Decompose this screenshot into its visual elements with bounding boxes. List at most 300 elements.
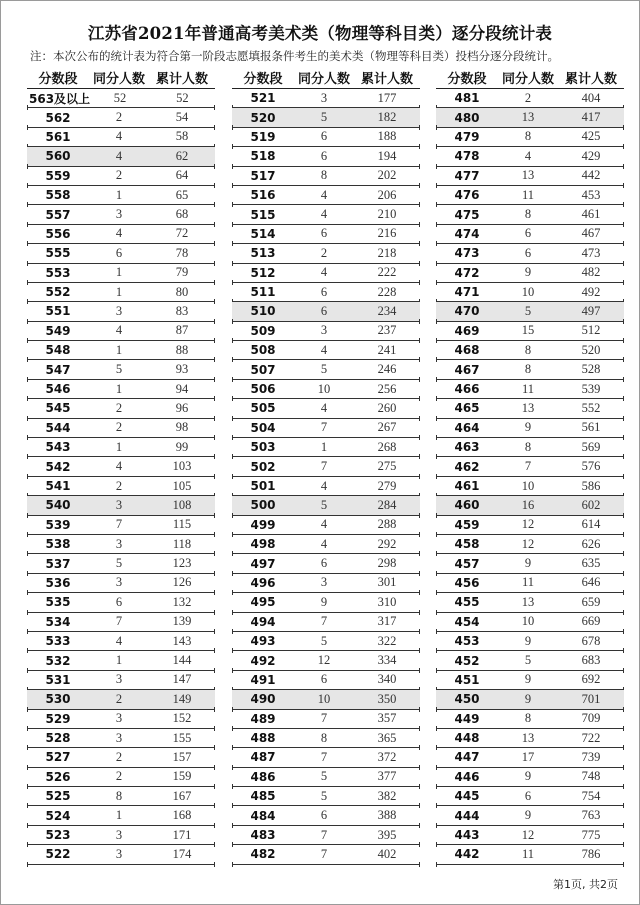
table-row	[232, 438, 420, 457]
score-cell: 534	[45, 614, 71, 629]
cumulative-cell: 528	[581, 362, 601, 377]
count-cell: 3	[115, 207, 123, 222]
cumulative-cell: 194	[377, 148, 397, 163]
score-cell: 457	[454, 556, 480, 571]
table-row	[436, 593, 624, 612]
score-cell: 526	[45, 769, 71, 784]
score-cell: 528	[45, 731, 71, 746]
count-cell: 6	[320, 556, 328, 571]
table-row	[27, 671, 215, 690]
table-row	[436, 244, 624, 263]
table-row	[27, 457, 215, 476]
page-title: 江苏省2021年普通高考美术类（物理等科目类）逐分段统计表	[87, 24, 553, 43]
table-row	[232, 710, 420, 729]
score-cell: 508	[250, 343, 276, 358]
table-row	[232, 613, 420, 632]
cumulative-cell: 115	[172, 517, 192, 532]
score-cell: 552	[45, 285, 71, 300]
cumulative-cell: 301	[377, 575, 397, 590]
count-cell: 16	[521, 497, 535, 512]
table-row	[436, 516, 624, 535]
table-row	[436, 574, 624, 593]
cumulative-cell: 512	[581, 323, 601, 338]
score-cell: 446	[454, 769, 480, 784]
cumulative-cell: 482	[581, 265, 601, 280]
table-row	[232, 457, 420, 476]
count-cell: 1	[115, 265, 123, 280]
table-row	[27, 826, 215, 845]
count-cell: 10	[521, 284, 535, 299]
count-cell: 7	[115, 614, 123, 629]
cumulative-cell: 108	[172, 497, 192, 512]
table-row	[27, 108, 215, 127]
table-row	[27, 89, 215, 108]
score-cell: 488	[250, 731, 276, 746]
table-row	[232, 496, 420, 515]
score-cell: 556	[45, 226, 71, 241]
cumulative-cell: 602	[581, 497, 601, 512]
table-row	[27, 419, 215, 438]
count-cell: 3	[115, 730, 123, 745]
table-row	[436, 360, 624, 379]
cumulative-cell: 569	[581, 439, 601, 454]
count-cell: 11	[521, 575, 535, 590]
count-cell: 2	[115, 478, 123, 493]
count-cell: 1	[115, 381, 123, 396]
table-row	[436, 729, 624, 748]
count-cell: 7	[320, 749, 328, 764]
score-cell: 489	[250, 711, 276, 726]
count-cell: 5	[320, 769, 328, 784]
score-cell: 513	[250, 246, 276, 261]
score-cell: 471	[454, 285, 480, 300]
cumulative-cell: 461	[581, 207, 601, 222]
table-row	[436, 264, 624, 283]
table-row	[232, 108, 420, 127]
score-cell: 479	[454, 129, 480, 144]
score-cell: 500	[250, 498, 276, 513]
score-cell: 562	[45, 110, 71, 125]
score-cell: 444	[454, 808, 480, 823]
score-cell: 449	[454, 711, 480, 726]
cumulative-cell: 267	[377, 420, 397, 435]
count-cell: 2	[115, 769, 123, 784]
table-row	[436, 690, 624, 709]
count-cell: 8	[524, 129, 532, 144]
cumulative-cell: 614	[581, 517, 601, 532]
count-cell: 6	[524, 788, 532, 803]
count-cell: 13	[521, 168, 535, 183]
count-cell: 2	[115, 110, 123, 125]
cumulative-cell: 241	[377, 342, 397, 357]
score-cell: 486	[250, 769, 276, 784]
cumulative-cell: 417	[581, 110, 601, 125]
note-text: 注：本次公布的统计表为符合第一阶段志愿填报条件考生的美术类（物理等科目类）投档分逐分段统计。	[30, 49, 559, 63]
table-row	[436, 108, 624, 127]
cumulative-cell: 78	[175, 245, 189, 260]
cumulative-cell: 237	[377, 323, 397, 338]
count-cell: 52	[113, 90, 127, 105]
table-row	[27, 360, 215, 379]
cumulative-cell: 722	[581, 730, 601, 745]
cumulative-cell: 216	[377, 226, 397, 241]
table-row	[232, 748, 420, 767]
count-cell: 8	[524, 207, 532, 222]
table-row	[232, 360, 420, 379]
cumulative-cell: 763	[581, 808, 601, 823]
table-row	[232, 845, 420, 864]
table-row	[232, 671, 420, 690]
count-cell: 7	[320, 614, 328, 629]
table-row	[436, 457, 624, 476]
score-cell: 539	[45, 517, 71, 532]
score-cell: 452	[454, 653, 480, 668]
count-cell: 5	[320, 633, 328, 648]
table-header	[232, 67, 420, 89]
score-cell: 458	[454, 537, 480, 552]
score-cell: 518	[250, 149, 276, 164]
cumulative-cell: 340	[377, 672, 397, 687]
cumulative-cell: 94	[175, 381, 189, 396]
score-cell: 517	[250, 168, 276, 183]
count-cell: 4	[320, 517, 328, 532]
score-cell: 485	[250, 789, 276, 804]
score-cell: 509	[250, 323, 276, 338]
score-cell: 475	[454, 207, 480, 222]
cumulative-cell: 388	[377, 808, 397, 823]
score-cell: 466	[454, 382, 480, 397]
count-cell: 5	[320, 110, 328, 125]
cumulative-cell: 174	[172, 846, 192, 861]
score-cell: 503	[250, 440, 276, 455]
count-cell: 12	[521, 517, 535, 532]
count-cell: 1	[115, 284, 123, 299]
count-cell: 1	[320, 439, 328, 454]
table-row	[436, 380, 624, 399]
table-row	[436, 671, 624, 690]
table-row	[232, 516, 420, 535]
table-row	[232, 826, 420, 845]
count-cell: 13	[521, 594, 535, 609]
score-cell: 496	[250, 575, 276, 590]
score-cell: 495	[250, 595, 276, 610]
cumulative-cell: 256	[377, 381, 397, 396]
header-cumulative: 累计人数	[360, 72, 413, 87]
table-row	[436, 651, 624, 670]
count-cell: 7	[320, 827, 328, 842]
count-cell: 7	[320, 711, 328, 726]
cumulative-cell: 167	[172, 788, 192, 803]
cumulative-cell: 497	[581, 303, 601, 318]
count-cell: 6	[320, 148, 328, 163]
cumulative-cell: 246	[377, 362, 397, 377]
score-cell: 476	[454, 188, 480, 203]
score-cell: 461	[454, 479, 480, 493]
count-cell: 4	[115, 226, 123, 241]
table-row	[232, 147, 420, 166]
score-cell: 532	[45, 653, 71, 668]
score-cell: 445	[454, 789, 480, 804]
score-cell: 456	[454, 575, 480, 590]
score-cell: 551	[45, 304, 71, 319]
count-cell: 9	[524, 769, 532, 784]
score-cell: 525	[45, 789, 71, 804]
count-cell: 9	[524, 556, 532, 571]
table-row	[232, 419, 420, 438]
table-row	[27, 554, 215, 573]
cumulative-cell: 72	[175, 226, 189, 241]
cumulative-cell: 126	[172, 575, 192, 590]
score-cell: 493	[250, 634, 276, 649]
table-row	[436, 496, 624, 515]
score-cell: 543	[45, 440, 71, 455]
cumulative-cell: 646	[581, 575, 601, 590]
count-cell: 9	[524, 691, 532, 706]
cumulative-cell: 739	[581, 749, 601, 764]
header-count: 同分人数	[501, 72, 554, 87]
score-cell: 474	[454, 226, 480, 241]
cumulative-cell: 669	[581, 614, 601, 629]
cumulative-cell: 539	[581, 381, 601, 396]
score-cell: 472	[454, 265, 480, 280]
count-cell: 15	[521, 323, 535, 338]
count-cell: 9	[524, 265, 532, 280]
count-cell: 17	[521, 749, 535, 764]
table-row	[27, 244, 215, 263]
table-row	[232, 729, 420, 748]
score-cell: 467	[454, 362, 480, 377]
count-cell: 11	[521, 846, 535, 861]
cumulative-cell: 222	[377, 265, 397, 280]
cumulative-cell: 87	[175, 323, 189, 338]
table-row	[436, 554, 624, 573]
count-cell: 7	[320, 846, 328, 861]
cumulative-cell: 626	[581, 536, 601, 551]
count-cell: 2	[115, 749, 123, 764]
cumulative-cell: 372	[377, 749, 397, 764]
cumulative-cell: 279	[377, 478, 397, 493]
count-cell: 3	[320, 323, 328, 338]
table-row	[27, 322, 215, 341]
score-cell: 481	[454, 91, 480, 106]
count-cell: 3	[115, 672, 123, 687]
cumulative-cell: 442	[581, 168, 601, 183]
cumulative-cell: 88	[175, 342, 189, 357]
score-cell: 553	[45, 265, 71, 280]
count-cell: 4	[115, 323, 123, 338]
score-cell: 447	[454, 750, 480, 765]
table-row	[436, 806, 624, 825]
score-cell: 490	[250, 692, 276, 707]
cumulative-cell: 79	[175, 265, 189, 280]
score-cell: 504	[250, 420, 276, 435]
count-cell: 3	[115, 497, 123, 512]
table-row	[436, 535, 624, 554]
score-cell: 494	[250, 614, 276, 629]
table-row	[436, 768, 624, 787]
cumulative-cell: 317	[377, 614, 397, 629]
header-cumulative: 累计人数	[155, 72, 208, 87]
score-cell: 477	[454, 168, 480, 183]
table-row	[232, 535, 420, 554]
cumulative-cell: 576	[581, 459, 601, 474]
score-cell: 484	[250, 808, 276, 823]
score-cell: 460	[454, 498, 480, 513]
count-cell: 6	[320, 808, 328, 823]
score-cell: 542	[45, 459, 71, 474]
table-body	[232, 89, 420, 865]
score-cell: 502	[250, 459, 276, 474]
cumulative-cell: 268	[377, 439, 397, 454]
table-row	[436, 419, 624, 438]
score-cell: 462	[454, 459, 480, 474]
table-row	[436, 399, 624, 418]
score-cell: 510	[250, 304, 276, 319]
cumulative-cell: 123	[172, 556, 192, 571]
cumulative-cell: 228	[377, 284, 397, 299]
cumulative-cell: 152	[172, 711, 192, 726]
count-cell: 8	[524, 362, 532, 377]
score-cell: 549	[45, 323, 71, 338]
cumulative-cell: 659	[581, 594, 601, 609]
cumulative-cell: 786	[581, 846, 601, 861]
table-row	[232, 128, 420, 147]
table-row	[436, 302, 624, 321]
count-cell: 9	[524, 808, 532, 823]
cumulative-cell: 188	[377, 129, 397, 144]
table-header	[27, 67, 215, 89]
table-row	[232, 341, 420, 360]
count-cell: 2	[115, 168, 123, 183]
table-row	[436, 438, 624, 457]
count-cell: 3	[115, 303, 123, 318]
table-row	[436, 283, 624, 302]
count-cell: 10	[521, 614, 535, 629]
count-cell: 1	[115, 439, 123, 454]
count-cell: 9	[524, 672, 532, 687]
count-cell: 7	[524, 459, 532, 474]
table-row	[27, 806, 215, 825]
count-cell: 12	[521, 536, 535, 551]
score-cell: 483	[250, 828, 276, 843]
table-row	[232, 225, 420, 244]
cumulative-cell: 206	[377, 187, 397, 202]
table-row	[27, 264, 215, 283]
table-row	[27, 399, 215, 418]
score-cell: 507	[250, 362, 276, 377]
cumulative-cell: 202	[377, 168, 397, 183]
count-cell: 4	[320, 342, 328, 357]
score-cell: 560	[45, 149, 71, 164]
table-row	[436, 205, 624, 224]
cumulative-cell: 68	[175, 207, 189, 222]
count-cell: 8	[524, 439, 532, 454]
count-cell: 6	[524, 245, 532, 260]
cumulative-cell: 561	[581, 420, 601, 435]
cumulative-cell: 182	[377, 110, 397, 125]
score-cell: 491	[250, 672, 276, 687]
score-cell: 512	[250, 265, 276, 280]
score-cell: 557	[45, 207, 71, 222]
table-row	[27, 690, 215, 709]
table-row	[436, 225, 624, 244]
cumulative-cell: 284	[377, 497, 397, 512]
count-cell: 3	[115, 536, 123, 551]
cumulative-cell: 552	[581, 400, 601, 415]
cumulative-cell: 473	[581, 245, 601, 260]
table-row	[232, 651, 420, 670]
score-cell: 537	[45, 556, 71, 571]
count-cell: 8	[320, 730, 328, 745]
table-row	[232, 399, 420, 418]
count-cell: 6	[320, 129, 328, 144]
cumulative-cell: 168	[172, 808, 192, 823]
score-cell: 547	[45, 362, 71, 377]
cumulative-cell: 177	[377, 90, 397, 105]
count-cell: 3	[320, 575, 328, 590]
table-row	[27, 768, 215, 787]
table-row	[232, 554, 420, 573]
count-cell: 5	[320, 362, 328, 377]
table-row	[436, 710, 624, 729]
score-cell: 482	[250, 847, 276, 862]
table-row	[27, 186, 215, 205]
count-cell: 9	[524, 420, 532, 435]
score-cell: 451	[454, 672, 480, 687]
cumulative-cell: 395	[377, 827, 397, 842]
table-row	[436, 477, 624, 496]
score-cell: 561	[45, 129, 71, 144]
score-cell: 558	[45, 188, 71, 203]
cumulative-cell: 159	[172, 769, 192, 784]
cumulative-cell: 334	[377, 653, 397, 668]
cumulative-cell: 635	[581, 556, 601, 571]
score-cell: 480	[454, 110, 480, 125]
score-cell: 522	[45, 847, 71, 862]
table-body	[436, 89, 624, 865]
score-cell: 501	[250, 479, 276, 493]
table-row	[436, 322, 624, 341]
cumulative-cell: 467	[581, 226, 601, 241]
count-cell: 5	[524, 303, 532, 318]
score-cell: 459	[454, 517, 480, 532]
table-row	[436, 341, 624, 360]
count-cell: 4	[320, 536, 328, 551]
table-row	[232, 167, 420, 186]
score-cell: 492	[250, 653, 276, 668]
cumulative-cell: 683	[581, 653, 601, 668]
score-cell: 516	[250, 188, 276, 203]
cumulative-cell: 350	[377, 691, 397, 706]
table-row	[436, 89, 624, 108]
cumulative-cell: 58	[175, 129, 189, 144]
table-row	[27, 748, 215, 767]
table-row	[27, 341, 215, 360]
table-row	[232, 690, 420, 709]
score-cell: 511	[250, 285, 276, 300]
cumulative-cell: 404	[581, 90, 601, 105]
score-cell: 519	[250, 129, 276, 144]
header-count: 同分人数	[297, 72, 350, 87]
cumulative-cell: 520	[581, 342, 601, 357]
count-cell: 6	[115, 594, 123, 609]
table-row	[436, 748, 624, 767]
table-row	[27, 787, 215, 806]
count-cell: 10	[317, 691, 331, 706]
table-row	[232, 89, 420, 108]
table-row	[436, 632, 624, 651]
count-cell: 12	[521, 827, 535, 842]
